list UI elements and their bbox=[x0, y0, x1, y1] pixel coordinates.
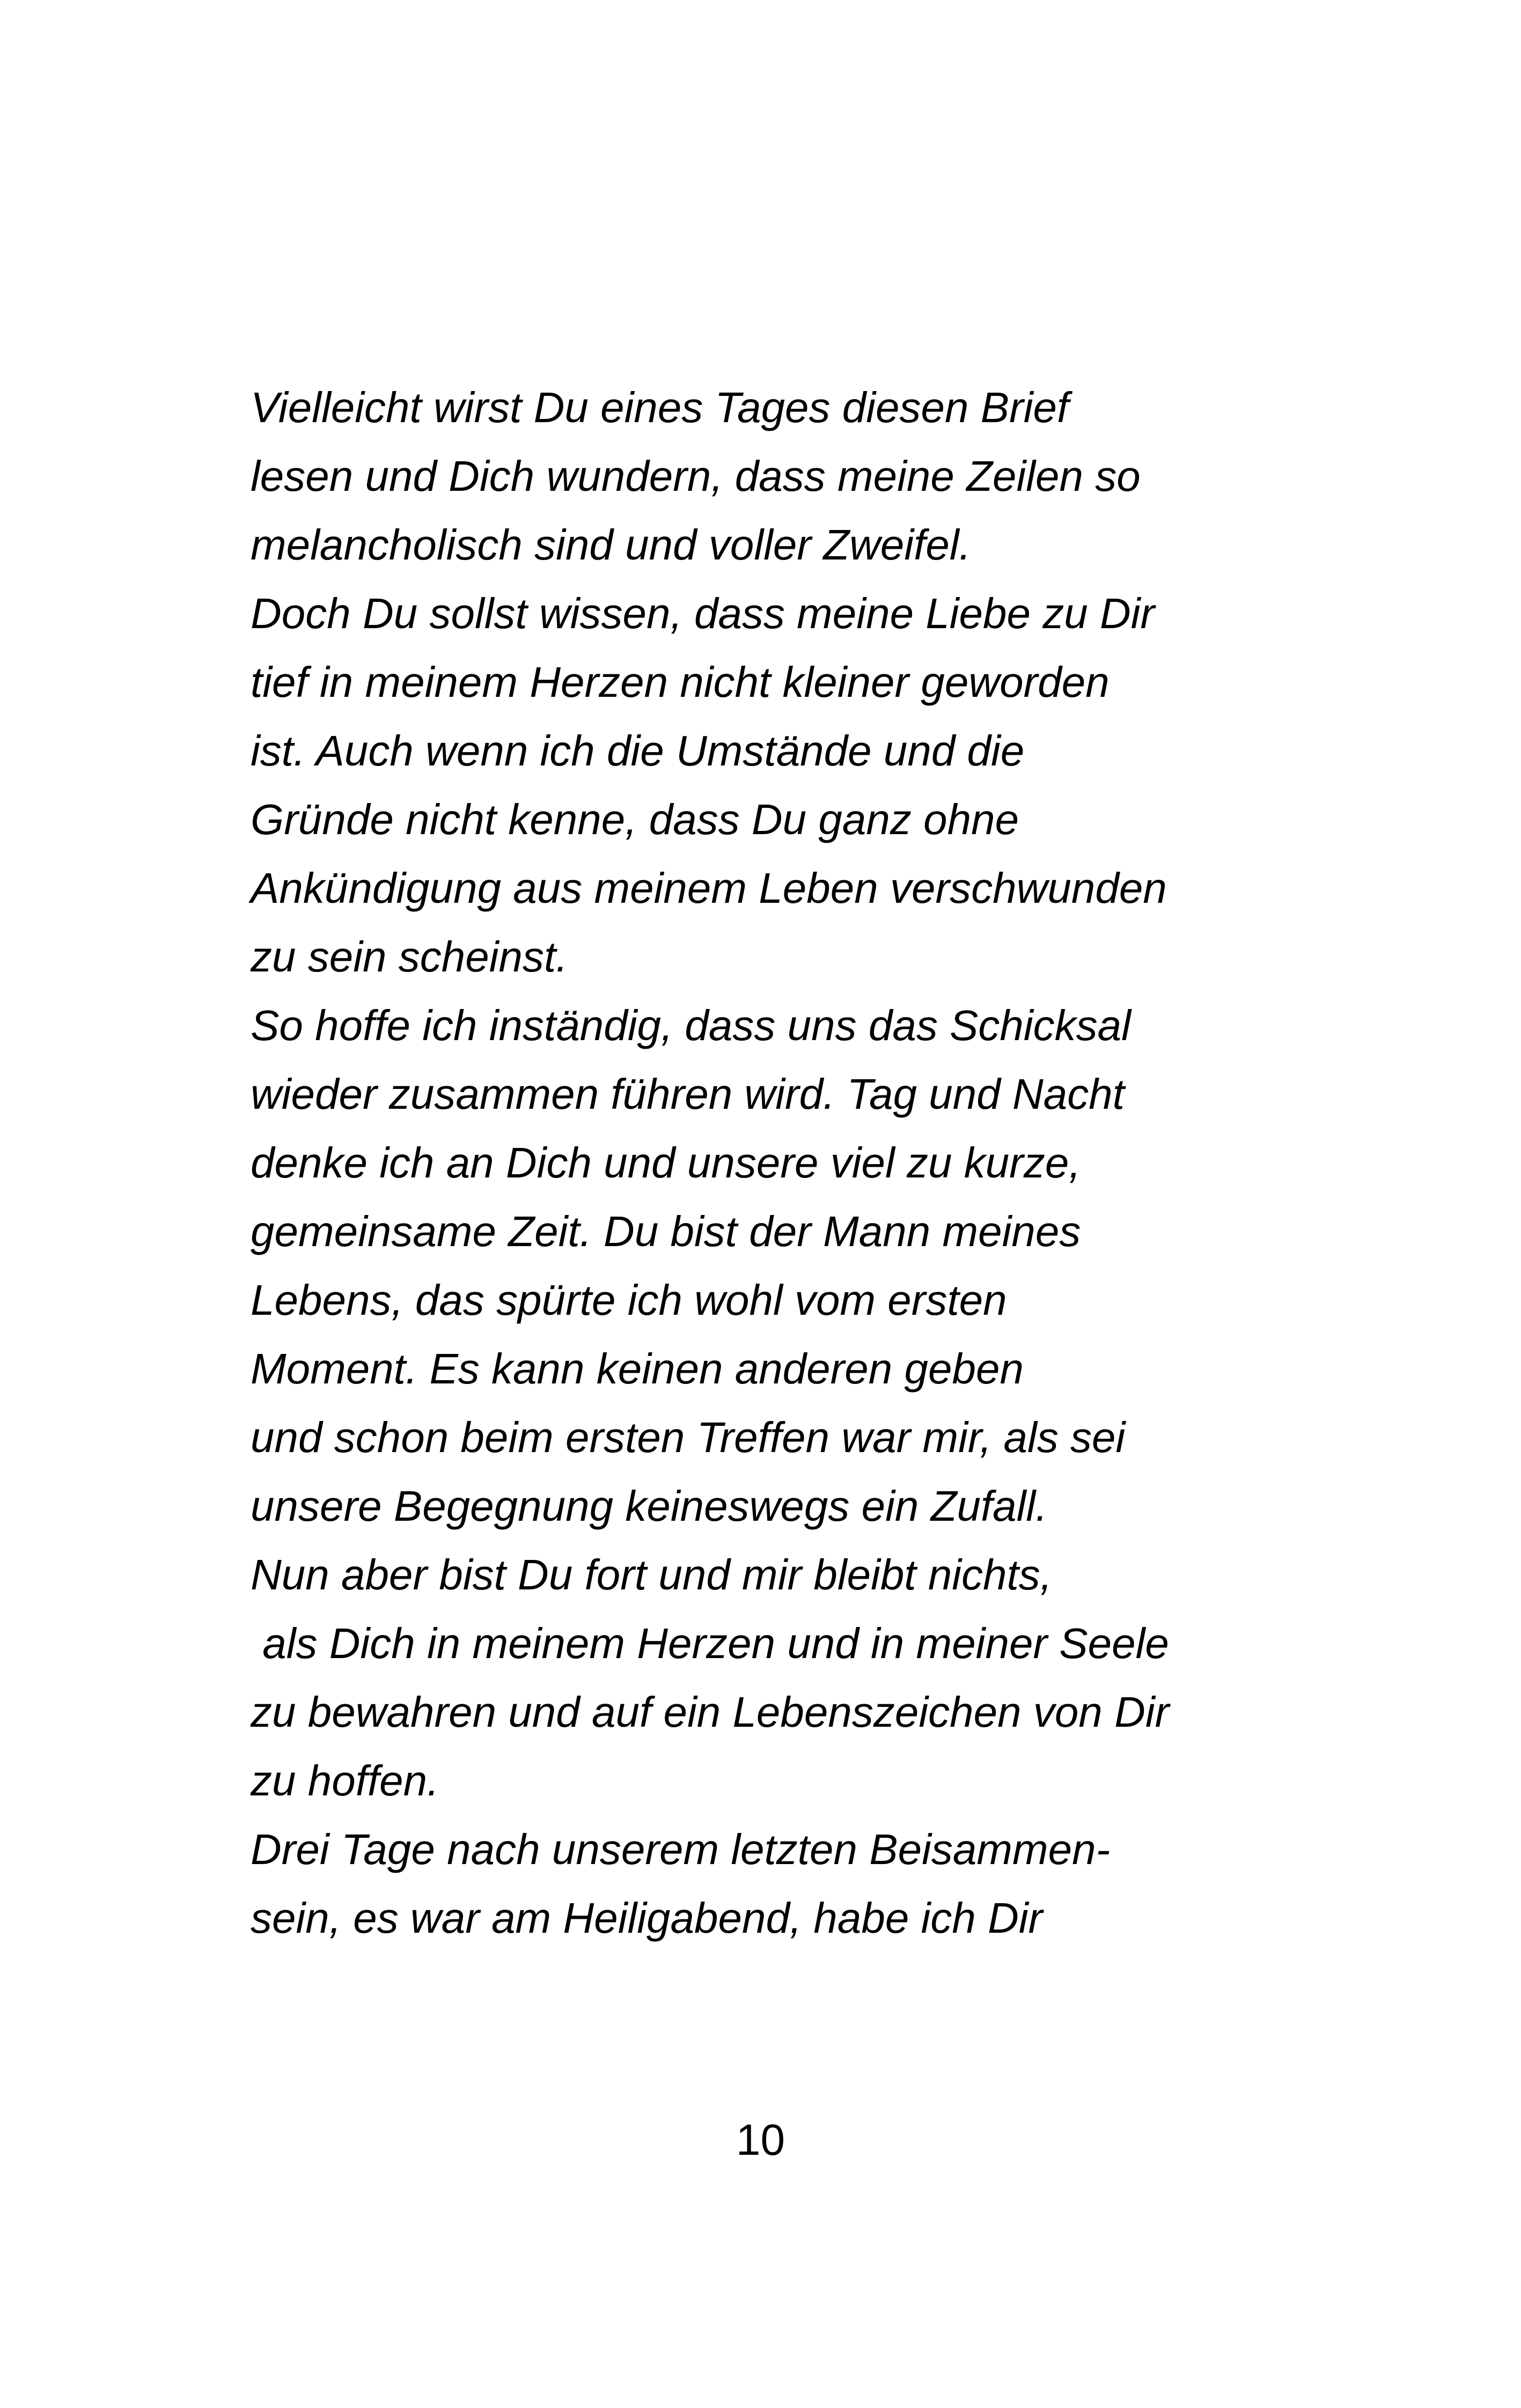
text-line: wieder zusammen führen wird. Tag und Nacht bbox=[251, 1070, 1125, 1118]
text-line: So hoffe ich inständig, dass uns das Schicksal bbox=[251, 1002, 1131, 1049]
text-line: und schon beim ersten Treffen war mir, als sei bbox=[251, 1413, 1126, 1461]
text-line: sein, es war am Heiligabend, habe ich Dir bbox=[251, 1894, 1043, 1942]
text-line: melancholisch sind und voller Zweifel. bbox=[251, 521, 971, 569]
text-line: ist. Auch wenn ich die Umstände und die bbox=[251, 727, 1025, 775]
text-line: Vielleicht wirst Du eines Tages diesen Brief bbox=[251, 384, 1069, 431]
text-line: Gründe nicht kenne, dass Du ganz ohne bbox=[251, 796, 1019, 843]
text-line: Moment. Es kann keinen anderen geben bbox=[251, 1345, 1024, 1393]
text-line: denke ich an Dich und unsere viel zu kurze, bbox=[251, 1139, 1081, 1187]
text-line: Lebens, das spürte ich wohl vom ersten bbox=[251, 1276, 1007, 1324]
text-line: Drei Tage nach unserem letzten Beisammen- bbox=[251, 1825, 1111, 1873]
letter-text bbox=[251, 373, 1270, 1953]
text-line: zu bewahren und auf ein Lebenszeichen von Dir bbox=[251, 1688, 1170, 1736]
text-line: tief in meinem Herzen nicht kleiner geworden bbox=[251, 658, 1109, 706]
text-line: Nun aber bist Du fort und mir bleibt nichts, bbox=[251, 1551, 1053, 1599]
text-line: zu hoffen. bbox=[251, 1757, 439, 1805]
text-line: Doch Du sollst wissen, dass meine Liebe zu Dir bbox=[251, 590, 1155, 637]
text-line: Ankündigung aus meinem Leben verschwunden bbox=[251, 864, 1167, 912]
page-number: 10 bbox=[736, 2116, 785, 2164]
text-line: lesen und Dich wundern, dass meine Zeilen so bbox=[251, 452, 1141, 500]
text-line: als Dich in meinem Herzen und in meiner Seele bbox=[251, 1619, 1169, 1667]
text-line: zu sein scheinst. bbox=[251, 933, 568, 981]
text-line: gemeinsame Zeit. Du bist der Mann meines bbox=[251, 1207, 1081, 1255]
text-line: unsere Begegnung keineswegs ein Zufall. bbox=[251, 1482, 1048, 1530]
